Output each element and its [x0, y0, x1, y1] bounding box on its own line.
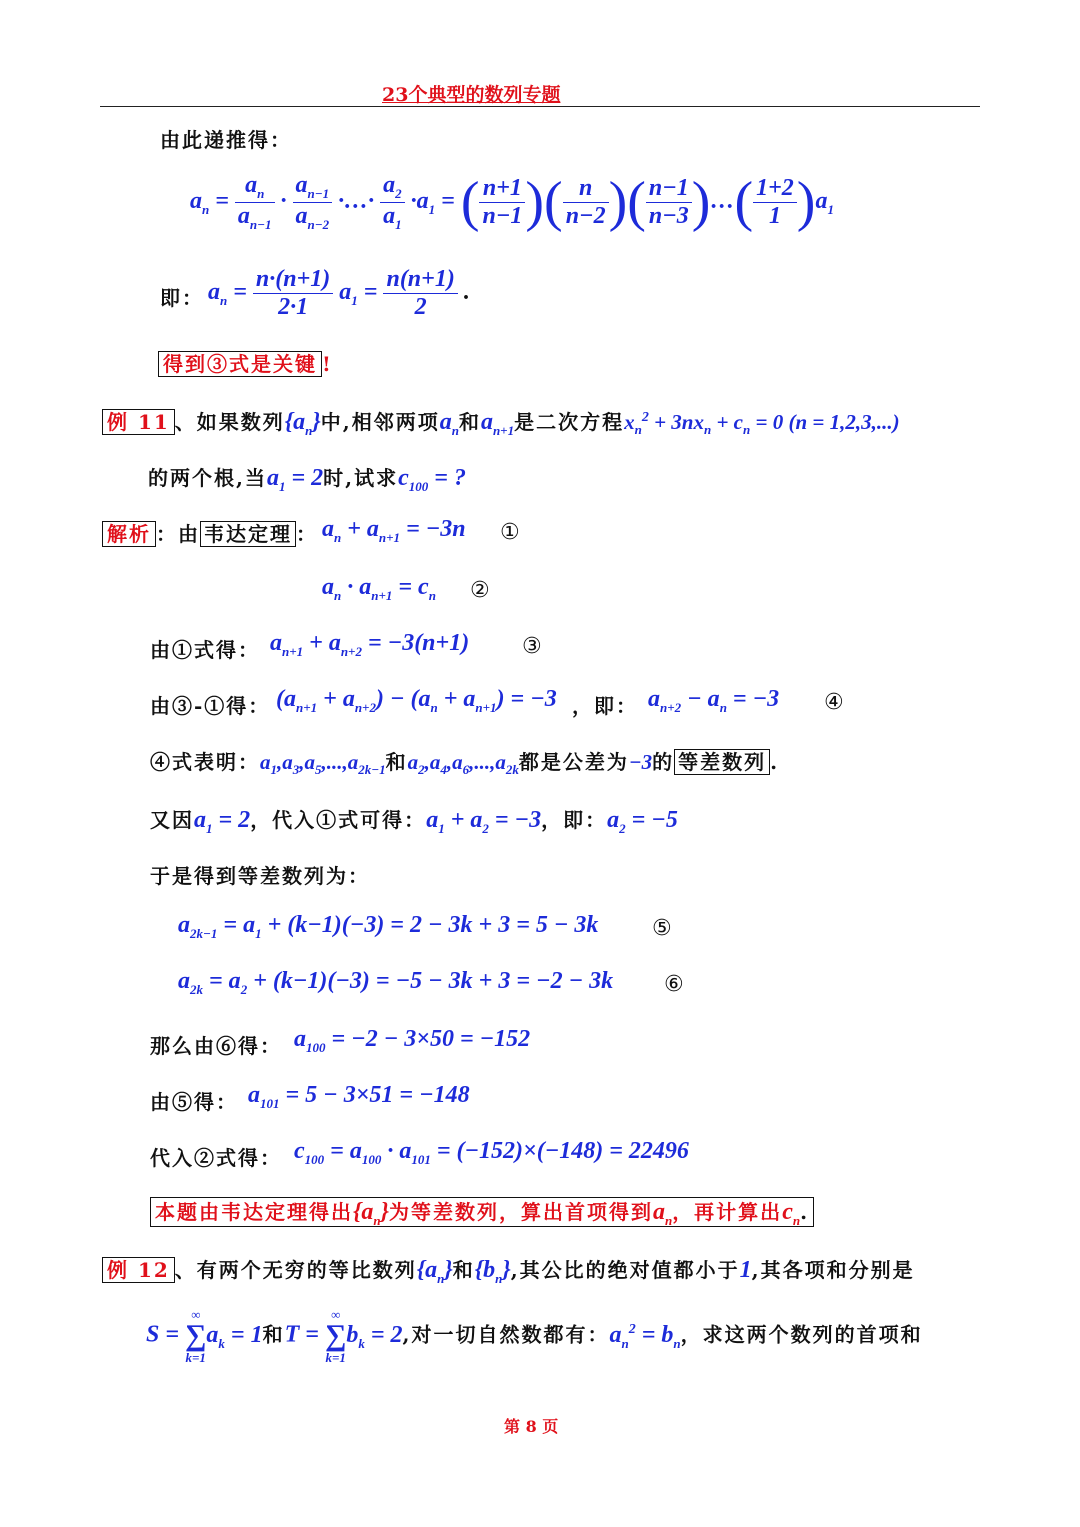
circle-5: ⑤ — [652, 916, 672, 941]
text-recursion-intro: 由此递推得： — [160, 128, 292, 152]
text-from-1: 由①式得： — [150, 638, 260, 662]
equation-a100: $a_{100} = -2 - 3\times 50 = -152$ — [294, 1026, 531, 1055]
equation-vieta-sum: $a_n + a_{n+1} = -3n$ — [322, 516, 466, 545]
equation-5: $a_{2k-1} = a_1 + (k-1)(-3) = 2 - 3k + 3 = 5 - 3k$ — [178, 912, 599, 941]
page-header-title: 23个典型的数列专题 — [382, 84, 561, 106]
circle-1: ① — [500, 520, 520, 545]
equation-product-telescoping: $a_n$ = $\frac{a_n}{a_{n-1}}$ · $\frac{a_{n-1}}{a_{n-2}}$ ·…· $\frac{a_2}{a_1}$ $\cdot a_1$ = ( $\frac{n+1}{n-1}$ )( $\frac{n}{n-2}$ )( $\frac{n-1}{n-3}$ )…( $\frac{1+2}{1}$ )$a_1$ — [190, 171, 834, 234]
text-from-5: 由⑤得： — [150, 1090, 238, 1114]
example-12-label: 例 12 — [102, 1257, 175, 1283]
equation-3: $a_{n+1} + a_{n+2} = -3(n+1)$ — [270, 630, 470, 659]
summary-box: 本题由韦达定理得出$\{a_n\}$为等差数列，算出首项得到$a_n$，再计算出$c_n$. — [150, 1197, 814, 1227]
key-note: 得到③式是关键 ! — [158, 348, 333, 377]
text-4-shows: ④式表明：$a_1,a_3,a_5,...,a_{2k-1}$和$a_2,a_4,a_6,...,a_{2k}$都是公差为−3的 等差数列 . — [150, 750, 780, 778]
header-rule — [100, 106, 980, 107]
text-since: 又因$a_1 = 2$，代入①式可得：$a_1 + a_2 = -3$，即：$a_2 = -5$ — [150, 807, 678, 836]
equation-general-term: $a_n$ = $\frac{n\cdot(n+1)}{2\cdot 1}$ $a_1$ = $\frac{n(n+1)}{2}$ . — [208, 266, 470, 320]
example-11-line1: 例 11 、如果数列$\{a_n\}$中,相邻两项$a_n$和$a_{n+1}$是二次方程$x_n^2 + 3nx_n + c_n = 0$ (n = 1,2,3,...) — [102, 406, 900, 439]
key-note-box: 得到③式是关键 — [158, 351, 322, 377]
circle-4: ④ — [824, 690, 844, 715]
equation-vieta-product: $a_n \cdot a_{n+1} = c_n$ — [322, 574, 436, 603]
equation-4b: $a_{n+2} - a_n = -3$ — [648, 686, 780, 715]
text-from-3-minus-1: 由③-①得： — [150, 694, 271, 718]
solution-label: 解析 — [102, 521, 156, 547]
text-then: 于是得到等差数列为： — [150, 864, 370, 888]
page-number: 第 8 页 — [504, 1417, 559, 1436]
summary-note — [150, 1196, 814, 1229]
equation-a101: $a_{101} = 5 - 3\times 51 = -148$ — [248, 1082, 470, 1111]
text-substitute-2: 代入②式得： — [150, 1146, 282, 1170]
arith-seq-box: 等差数列 — [674, 749, 770, 775]
equation-6: $a_{2k} = a_2 + (k-1)(-3) = -5 - 3k + 3 = -2 - 3k$ — [178, 968, 614, 997]
vieta-box: 韦达定理 — [200, 521, 296, 547]
equation-4a: $(a_{n+1} + a_{n+2}) - (a_n + a_{n+1}) = -3$ — [276, 686, 557, 715]
circle-6: ⑥ — [664, 972, 684, 997]
circle-2: ② — [470, 578, 490, 603]
example-11-label: 例 11 — [102, 409, 175, 435]
text-ji-prefix: 即： — [160, 286, 204, 310]
solution-line1: 解析 ：由 韦达定理 ： — [102, 518, 318, 547]
example-11-line2: 的两个根,当$a_1 = 2$时,试求$c_{100}$ = ? — [148, 465, 466, 494]
text-from-6: 那么由⑥得： — [150, 1034, 282, 1058]
example-12-line1: 例 12 、有两个无穷的等比数列$\{a_n\}$和$\{b_n\}$,其公比的绝对值都小于1,其各项和分别是 — [102, 1254, 915, 1287]
equation-c100: $c_{100} = a_{100} \cdot a_{101} = (-152)\times(-148) = 22496$ — [294, 1138, 689, 1167]
example-12-line2: S = ∞ ∑ k=1 $a_k = 1$和T = ∞ ∑ k=1 $b_k = 2$,对一切自然数都有：$a_n^2 = b_n$，求这两个数列的首项和 — [146, 1307, 923, 1365]
text-comma-ji: ，即： — [572, 694, 638, 718]
circle-3: ③ — [522, 634, 542, 659]
